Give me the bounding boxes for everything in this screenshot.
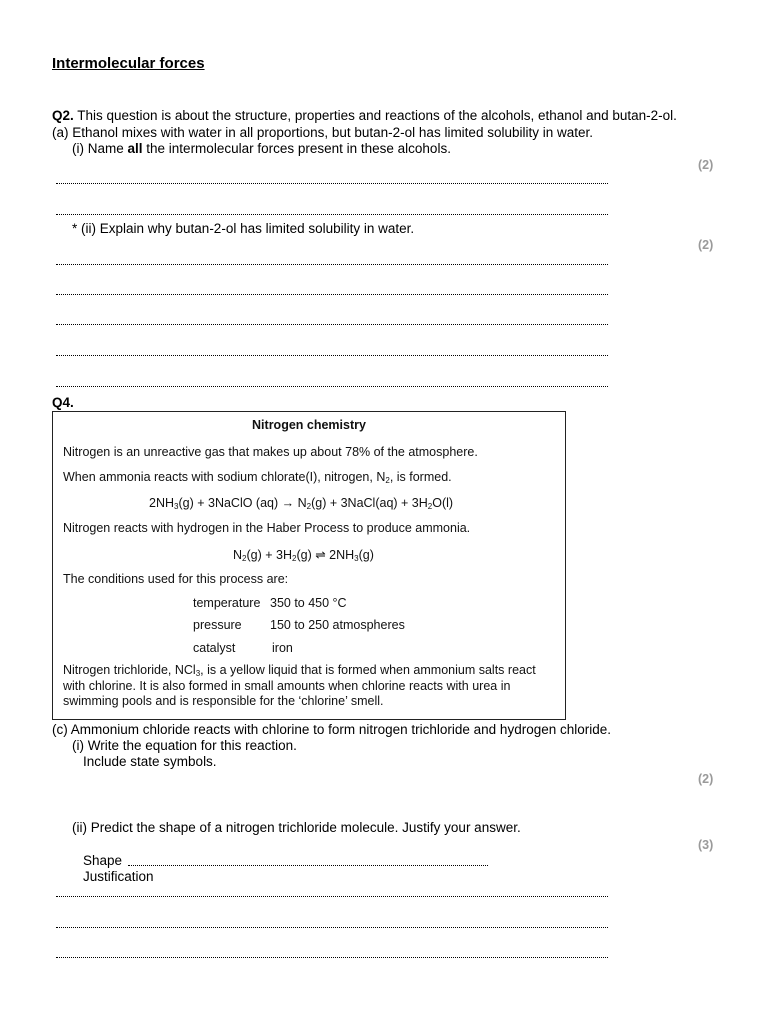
condition-name: temperature bbox=[193, 596, 261, 610]
answer-line[interactable] bbox=[56, 957, 608, 958]
q4-part-c: (c) Ammonium chloride reacts with chlorine to form nitrogen trichloride and hydrogen chloride. bbox=[52, 722, 612, 737]
answer-line[interactable] bbox=[56, 183, 608, 184]
box-paragraph-2: When ammonia reacts with sodium chlorate(I), nitrogen, $N_2$, is formed. bbox=[63, 470, 452, 485]
shape-answer-line[interactable] bbox=[128, 865, 488, 866]
q4-c-i-marks: (2) bbox=[698, 772, 714, 786]
q4-c-ii-marks: (3) bbox=[698, 838, 714, 852]
box-paragraph-4: The conditions used for this process are: bbox=[63, 572, 289, 586]
answer-line[interactable] bbox=[56, 355, 608, 356]
shape-label: Shape bbox=[83, 853, 123, 868]
box-paragraph-5-line-2: with chlorine. It is also formed in small amounts when chlorine reacts with urea in bbox=[63, 679, 511, 693]
box-equation-2: $N_2(g) + 3H_2(g)$ ⇌ $2NH_3(g)$ bbox=[233, 548, 374, 563]
answer-line[interactable] bbox=[56, 214, 608, 215]
q4-part-c-ii: (ii) Predict the shape of a nitrogen trichloride molecule. Justify your answer. bbox=[72, 820, 521, 835]
answer-line[interactable] bbox=[56, 264, 608, 265]
page-title: Intermolecular forces bbox=[52, 55, 205, 72]
q4-part-c-i-sub: Include state symbols. bbox=[83, 754, 217, 769]
q2-part-a-i bbox=[72, 141, 451, 156]
q4-label: Q4. bbox=[52, 395, 74, 410]
q2-intro-text: This question is about the structure, properties and reactions of the alcohols, ethanol and butan-2-ol. bbox=[73, 108, 677, 123]
q2-ii-marks: (2) bbox=[698, 238, 714, 252]
q2-i-text-bold: all bbox=[127, 141, 143, 156]
q2-i-text-post: the intermolecular forces present in these alcohols. bbox=[142, 141, 451, 156]
answer-line[interactable] bbox=[56, 294, 608, 295]
q2-part-a: (a) Ethanol mixes with water in all proportions, but butan-2-ol has limited solubility in water. bbox=[52, 125, 594, 140]
q2-i-text-pre: (i) Name bbox=[72, 141, 128, 156]
condition-value: iron bbox=[272, 641, 293, 655]
condition-value: 150 to 250 atmospheres bbox=[270, 618, 405, 632]
q2-label: Q2. bbox=[52, 108, 74, 123]
condition-name: pressure bbox=[193, 618, 242, 632]
box-paragraph-5-line-3: swimming pools and is responsible for the ‘chlorine’ smell. bbox=[63, 694, 384, 708]
box-paragraph-3: Nitrogen reacts with hydrogen in the Haber Process to produce ammonia. bbox=[63, 521, 471, 535]
answer-line[interactable] bbox=[56, 324, 608, 325]
condition-value: 350 to 450 °C bbox=[270, 596, 347, 610]
answer-line[interactable] bbox=[56, 386, 608, 387]
condition-name: catalyst bbox=[193, 641, 236, 655]
box-paragraph-5-line-1: Nitrogen trichloride, NCl$_3$, is a yellow liquid that is formed when ammonium salts react bbox=[63, 663, 536, 678]
q4-part-c-i: (i) Write the equation for this reaction. bbox=[72, 738, 297, 753]
justification-label: Justification bbox=[83, 869, 154, 884]
box-equation-1: $2NH_3(g)$ + 3NaClO $(aq) \to N_2(g)$ + 3NaCl(aq) + $3H_2O(l)$ bbox=[149, 496, 454, 511]
box-title: Nitrogen chemistry bbox=[252, 418, 366, 432]
q2-i-marks: (2) bbox=[698, 158, 714, 172]
answer-line[interactable] bbox=[56, 896, 608, 897]
box-paragraph-1: Nitrogen is an unreactive gas that makes up about 78% of the atmosphere. bbox=[63, 445, 478, 459]
nitrogen-chemistry-box bbox=[52, 411, 566, 720]
q2-intro bbox=[52, 108, 677, 123]
q2-part-a-ii: * (ii) Explain why butan-2-ol has limited solubility in water. bbox=[72, 221, 415, 236]
answer-line[interactable] bbox=[56, 927, 608, 928]
